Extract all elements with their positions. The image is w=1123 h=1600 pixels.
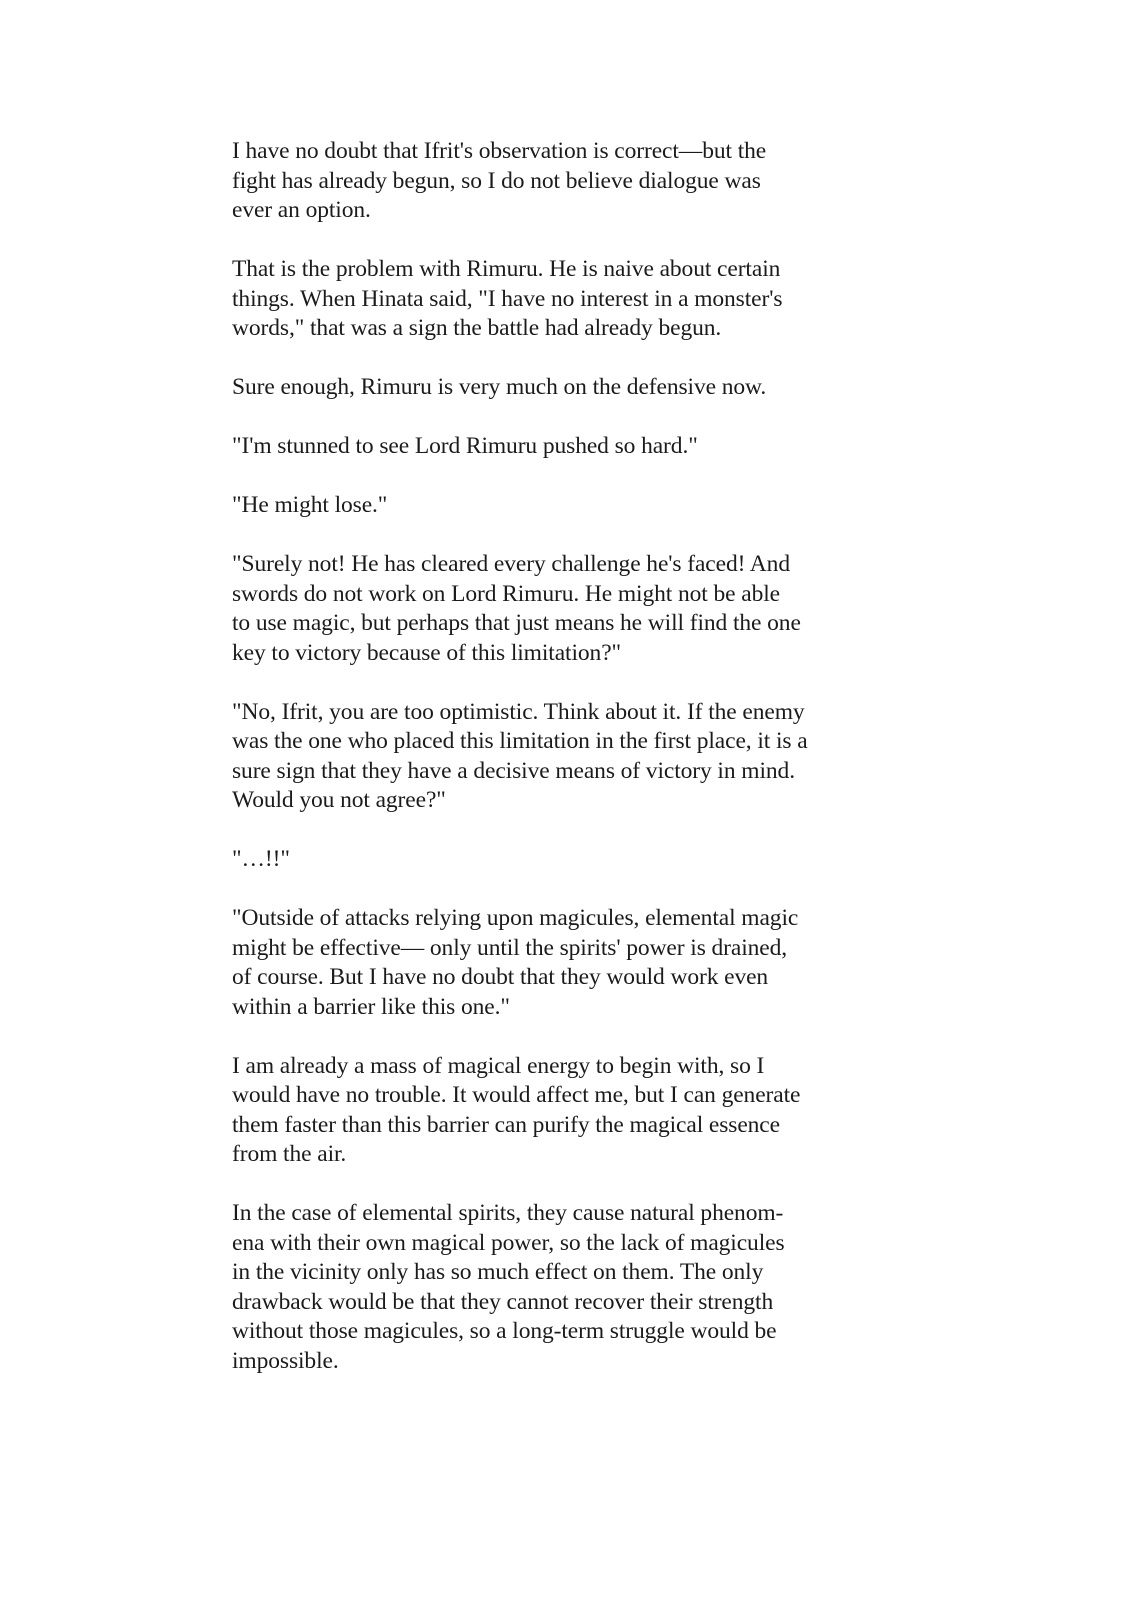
text-line: Sure enough, Rimuru is very much on the defensive now.: [232, 374, 767, 400]
text-line: "I'm stunned to see Lord Rimuru pushed so hard.": [232, 433, 698, 459]
text-line: sure sign that they have a decisive means of victory in mind.: [232, 757, 795, 784]
text-line: things. When Hinata said, "I have no interest in a monster's: [232, 285, 783, 312]
text-line: In the case of elemental spirits, they cause natural phenom-: [232, 1200, 784, 1226]
text-line: would have no trouble. It would affect me, but I can generate: [232, 1082, 801, 1108]
text-line: drawback would be that they cannot recover their strength: [232, 1288, 774, 1315]
text-line: "…!!": [232, 846, 290, 872]
paragraph: [232, 845, 932, 875]
paragraph: [232, 1199, 932, 1376]
paragraph: [232, 373, 932, 403]
paragraph: [232, 698, 932, 816]
text-line: "He might lose.": [232, 492, 388, 518]
text-line: them faster than this barrier can purify the magical essence: [232, 1111, 780, 1138]
text-block: [232, 137, 932, 1376]
text-line: from the air.: [232, 1141, 347, 1167]
text-line: ever an option.: [232, 197, 371, 223]
text-line: within a barrier like this one.": [232, 993, 510, 1020]
text-line: without those magicules, so a long-term struggle would be: [232, 1318, 777, 1344]
text-line: I have no doubt that Ifrit's observation is correct—but the: [232, 138, 767, 164]
text-line: Would you not agree?": [232, 787, 446, 813]
text-line: impossible.: [232, 1347, 339, 1374]
paragraph: [232, 137, 932, 226]
text-line: fight has already begun, so I do not believe dialogue was: [232, 167, 761, 194]
text-line: "Outside of attacks relying upon magicules, elemental magic: [232, 905, 799, 931]
paragraph: [232, 1052, 932, 1170]
text-line: "Surely not! He has cleared every challenge he's faced! And: [232, 551, 790, 577]
text-line: I am already a mass of magical energy to begin with, so I: [232, 1052, 765, 1079]
paragraph: [232, 255, 932, 344]
text-line: words," that was a sign the battle had already begun.: [232, 315, 722, 341]
text-line: of course. But I have no doubt that they would work even: [232, 964, 769, 990]
text-line: That is the problem with Rimuru. He is naive about certain: [232, 256, 781, 282]
paragraph: [232, 904, 932, 1022]
text-line: swords do not work on Lord Rimuru. He might not be able: [232, 580, 780, 607]
text-line: ena with their own magical power, so the lack of magicules: [232, 1229, 785, 1256]
paragraph: [232, 550, 932, 668]
text-line: in the vicinity only has so much effect on them. The only: [232, 1259, 764, 1285]
text-line: might be effective— only until the spirits' power is drained,: [232, 934, 788, 961]
text-line: to use magic, but perhaps that just means he will find the one: [232, 610, 801, 636]
paragraph: [232, 432, 932, 462]
text-line: key to victory because of this limitation?": [232, 639, 622, 666]
text-line: was the one who placed this limitation in the first place, it is a: [232, 728, 808, 754]
text-line: "No, Ifrit, you are too optimistic. Think about it. If the enemy: [232, 698, 805, 725]
paragraph: [232, 491, 932, 521]
